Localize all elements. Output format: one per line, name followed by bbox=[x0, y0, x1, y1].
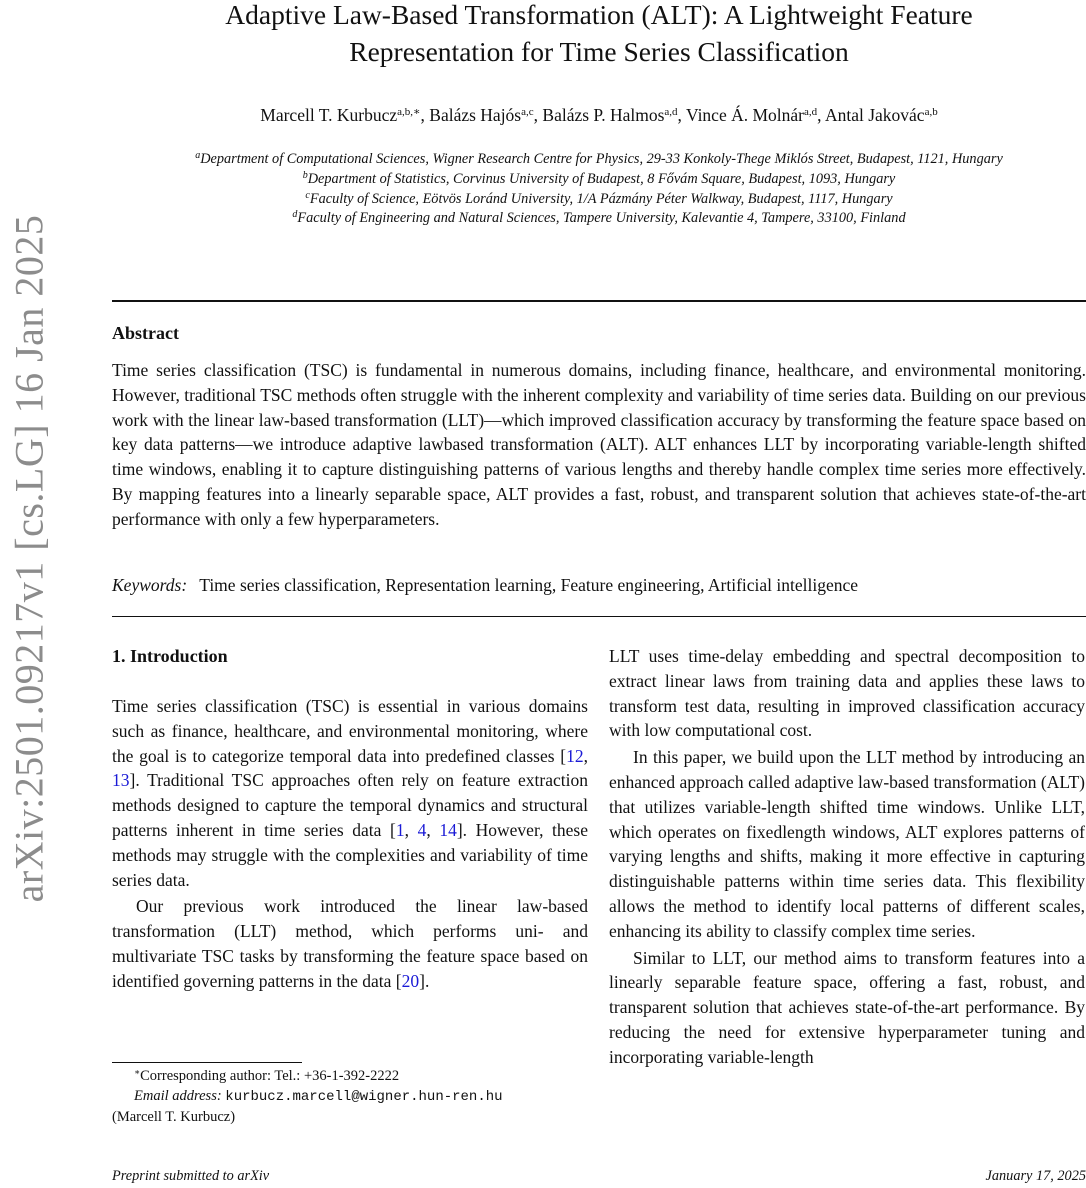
author: Antal Jakovác$^{a,b}$ bbox=[824, 105, 938, 125]
intro-paragraph-4: In this paper, we build upon the LLT method by introducing an enhanced approach called adaptive law-based transformation (ALT) that utilizes variable-length shifted time windows. Unlike LLT, which operates on fixedlength windows, ALT explores patterns of varying lengths and shifts, making it more effective in capturing distinguishable patterns within time series data. This flexibility allows the method to identify local patterns of different scales, enhancing its ability to classify complex time series. bbox=[609, 747, 1085, 941]
keywords-label: Keywords: bbox=[112, 575, 188, 595]
author: Balázs Hajós$^{a,c}$, bbox=[429, 105, 543, 125]
keywords-text: Time series classification, Representation learning, Feature engineering, Artificial intelligence bbox=[199, 575, 859, 595]
author-list bbox=[112, 103, 1086, 127]
right-column bbox=[609, 644, 1085, 1070]
abstract-heading: Abstract bbox=[112, 323, 179, 343]
arxiv-identifier-stamp bbox=[4, 168, 54, 948]
intro-paragraph-5: Similar to LLT, our method aims to transform features into a linearly separable feature space, offering a fast, robust, and transparent solution that achieves state-of-the-art performance. By reducing the need for extensive hyperparameter tuning and incorporating variable-length bbox=[609, 947, 1085, 1067]
page-footer-date: January 17, 2025 bbox=[985, 1168, 1086, 1184]
citation-link[interactable]: 4 bbox=[417, 819, 427, 840]
title-line-1: Adaptive Law-Based Transformation (ALT): A Lightweight Feature bbox=[225, 0, 973, 30]
affiliation-list bbox=[112, 150, 1086, 229]
citation-link[interactable]: 1 bbox=[395, 819, 405, 840]
citation-link[interactable]: 12 bbox=[566, 745, 584, 766]
citation-link[interactable]: 14 bbox=[439, 819, 457, 840]
abstract-bottom-divider bbox=[112, 616, 1086, 617]
abstract-top-divider bbox=[112, 300, 1086, 302]
intro-paragraph-3: LLT uses time-delay embedding and spectral decomposition to extract linear laws from training data and applies these laws to transform test data, resulting in improved classification accuracy with low computational cost. bbox=[609, 646, 1085, 741]
footnote-corresponding-author: ∗Corresponding author: Tel.: +36-1-392-2222 bbox=[134, 1067, 400, 1084]
title-line-2: Representation for Time Series Classification bbox=[349, 36, 849, 67]
footnote-email-owner: (Marcell T. Kurbucz) bbox=[112, 1109, 236, 1125]
section-heading-introduction: 1. Introduction bbox=[112, 646, 228, 666]
abstract-body: Time series classification (TSC) is fundamental in numerous domains, including finance, healthcare, and environmental monitoring. However, traditional TSC methods often struggle with the inherent complexity and variability of time series data. Building on our previous work with the linear law-based transformation (LLT)—which improved classification accuracy by transforming the feature space based on key data patterns—we introduce adaptive lawbased transformation (ALT). ALT enhances LLT by incorporating variable-length shifted time windows, enabling it to capture distinguishing patterns of various lengths and thereby handle complex time series more effectively. By mapping features into a linearly separable space, ALT provides a fast, robust, and transparent solution that achieves state-of-the-art performance with only a few hyperparameters. bbox=[112, 360, 1086, 529]
intro-paragraph-1: Time series classification (TSC) is essential in various domains such as finance, healthcare, and environmental monitoring, where the goal is to categorize temporal data into predefined classes [12, 13]. Traditional TSC approaches often rely on feature extraction methods designed to capture the temporal dynamics and structural patterns inherent in time series data [1, 4, 14]. However, these methods may struggle with the complexities and variability of time series data. bbox=[112, 696, 588, 890]
affiliation: $^b$Department of Statistics, Corvinus University of Budapest, 8 Fővám Square, Budapest, 1093, Hungary bbox=[302, 169, 896, 187]
left-column bbox=[112, 644, 588, 994]
citation-link[interactable]: 20 bbox=[401, 970, 420, 991]
arxiv-stamp-text: arXiv:2501.09217v1 [cs.LG] 16 Jan 2025 bbox=[6, 214, 52, 902]
footnote bbox=[112, 1066, 588, 1127]
author: Balázs P. Halmos$^{a,d}$, bbox=[542, 105, 686, 125]
affiliation: $^d$Faculty of Engineering and Natural Sciences, Tampere University, Kalevantie 4, Tampere, 33100, Finland bbox=[292, 209, 906, 227]
intro-paragraph-2: Our previous work introduced the linear law-based transformation (LLT) method, which performs uni- and multivariate TSC tasks by transforming the feature space based on identified governing patterns in the data [20]. bbox=[112, 896, 588, 991]
email-link[interactable]: kurbucz.marcell@wigner.hun-ren.hu bbox=[225, 1089, 503, 1105]
affiliation: $^c$Faculty of Science, Eötvös Loránd University, 1/A Pázmány Péter Walkway, Budapest, 1117, Hungary bbox=[305, 189, 893, 207]
author: Vince Á. Molnár$^{a,d}$, bbox=[685, 105, 825, 125]
affiliation: $^a$Department of Computational Sciences, Wigner Research Centre for Physics, 29-33 Konkoly-Thege Miklós Street, Budapest, 1121, Hungary bbox=[195, 150, 1003, 167]
keywords bbox=[112, 573, 1086, 597]
page-footer-preprint-note: Preprint submitted to arXiv bbox=[112, 1168, 270, 1184]
footnote-email: Email address: kurbucz.marcell@wigner.hun-ren.hu bbox=[134, 1088, 503, 1105]
citation-link[interactable]: 13 bbox=[112, 770, 130, 791]
author: Marcell T. Kurbucz$^{a,b,∗}$, bbox=[260, 105, 430, 125]
footnote-divider bbox=[112, 1062, 302, 1063]
paper-title bbox=[112, 0, 1086, 70]
